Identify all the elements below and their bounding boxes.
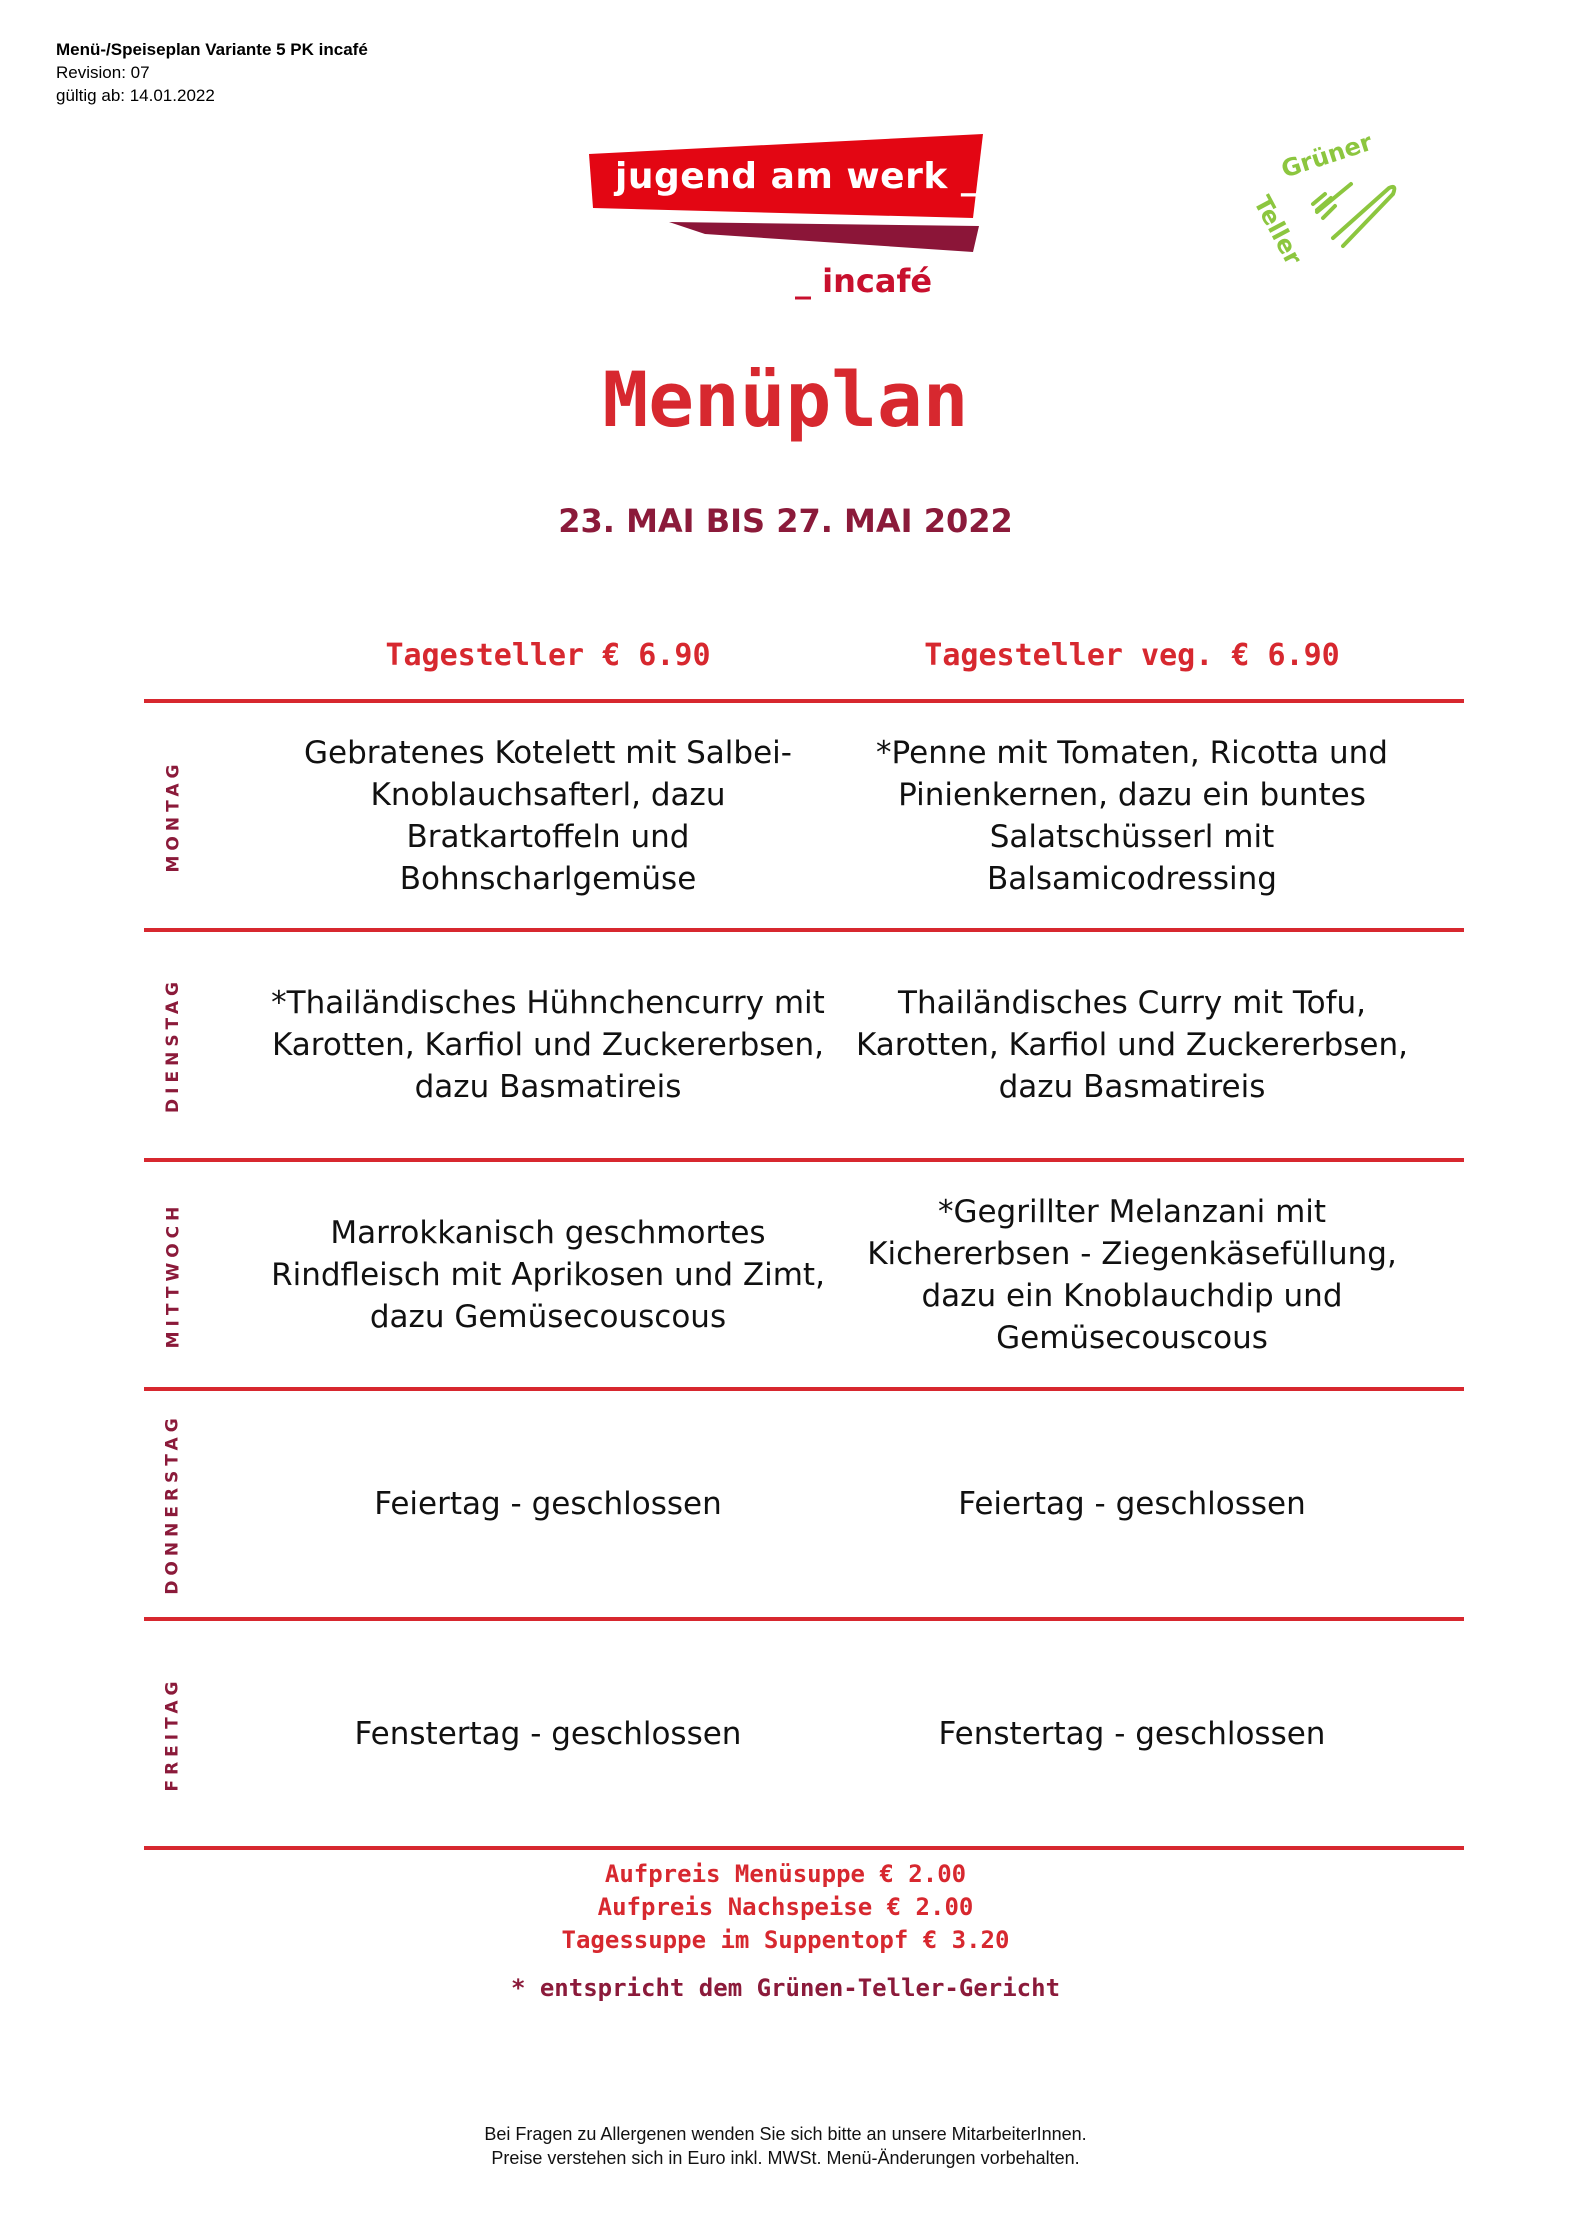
footer-notes	[0, 2122, 1571, 2170]
surcharge-list	[0, 1858, 1571, 1957]
day-label-freitag: FREITAG	[163, 1675, 183, 1792]
menu-cell-mittwoch-veg: *Gegrillter Melanzani mit Kichererbsen - Ziegenkäsefüllung, dazu ein Knoblauchdip und Gemüsecouscous	[867, 1193, 1397, 1356]
valid-from-text: gültig ab: 14.01.2022	[56, 86, 215, 105]
logo-sub-text: _ incafé	[795, 262, 933, 300]
day-label-donnerstag: DONNERSTAG	[163, 1413, 184, 1595]
page-title: Menüplan	[602, 355, 969, 444]
divider	[144, 1846, 1464, 1850]
price-note: Preise verstehen sich in Euro inkl. MWSt. Menü-Änderungen vorbehalten.	[491, 2148, 1080, 2168]
gruener-teller-seal	[1248, 127, 1415, 270]
fork-knife-icon	[1248, 127, 1415, 270]
column-header-tagesteller: Tagesteller € 6.90	[385, 638, 711, 673]
svg-text:Grüner: Grüner	[1277, 127, 1376, 184]
column-header-tagesteller-veg: Tagesteller veg. € 6.90	[924, 638, 1340, 673]
menu-cell-dienstag-tagesteller: *Thailändisches Hühnchencurry mit Karotten, Karfiol und Zuckererbsen, dazu Basmatireis	[271, 985, 825, 1105]
svg-text:Teller: Teller	[1248, 191, 1308, 270]
allergen-note: Bei Fragen zu Allergenen wenden Sie sich bitte an unsere MitarbeiterInnen.	[484, 2124, 1087, 2144]
revision-text: Revision: 07	[56, 63, 150, 82]
jugend-am-werk-logo	[585, 130, 995, 300]
menu-cell-donnerstag-tagesteller: Feiertag - geschlossen	[374, 1486, 722, 1522]
day-label-mittwoch: MITTWOCH	[163, 1201, 184, 1348]
document-header	[56, 38, 368, 107]
surcharge-dessert: Aufpreis Nachspeise € 2.00	[597, 1893, 974, 1921]
surcharge-soup: Aufpreis Menüsuppe € 2.00	[604, 1860, 967, 1888]
menu-cell-freitag-veg: Fenstertag - geschlossen	[938, 1715, 1326, 1752]
menu-cell-freitag-tagesteller: Fenstertag - geschlossen	[354, 1715, 742, 1752]
surcharge-soup-pot: Tagessuppe im Suppentopf € 3.20	[561, 1926, 1010, 1954]
document-title: Menü-/Speiseplan Variante 5 PK incafé	[56, 40, 368, 59]
menu-cell-dienstag-veg: Thailändisches Curry mit Tofu, Karotten, Karfiol und Zuckererbsen, dazu Basmatireis	[856, 985, 1408, 1105]
menu-cell-montag-veg: *Penne mit Tomaten, Ricotta und Pinienkernen, dazu ein buntes Salatschüsserl mit Balsamicodressing	[876, 734, 1388, 897]
logo-main-text: jugend am werk _	[615, 156, 980, 197]
menu-cell-montag-tagesteller: Gebratenes Kotelett mit Salbei- Knoblauchsafterl, dazu Bratkartoffeln und Bohnscharlgemüse	[304, 734, 792, 897]
menu-cell-donnerstag-veg: Feiertag - geschlossen	[958, 1486, 1306, 1522]
menu-cell-mittwoch-tagesteller: Marrokkanisch geschmortes Rindfleisch mit Aprikosen und Zimt, dazu Gemüsecouscous	[271, 1214, 825, 1335]
gruener-teller-note: * entspricht dem Grünen-Teller-Gericht	[510, 1974, 1061, 2002]
date-range: 23. MAI BIS 27. MAI 2022	[558, 502, 1013, 540]
day-label-montag: MONTAG	[163, 759, 184, 872]
day-label-dienstag: DIENSTAG	[163, 977, 184, 1113]
